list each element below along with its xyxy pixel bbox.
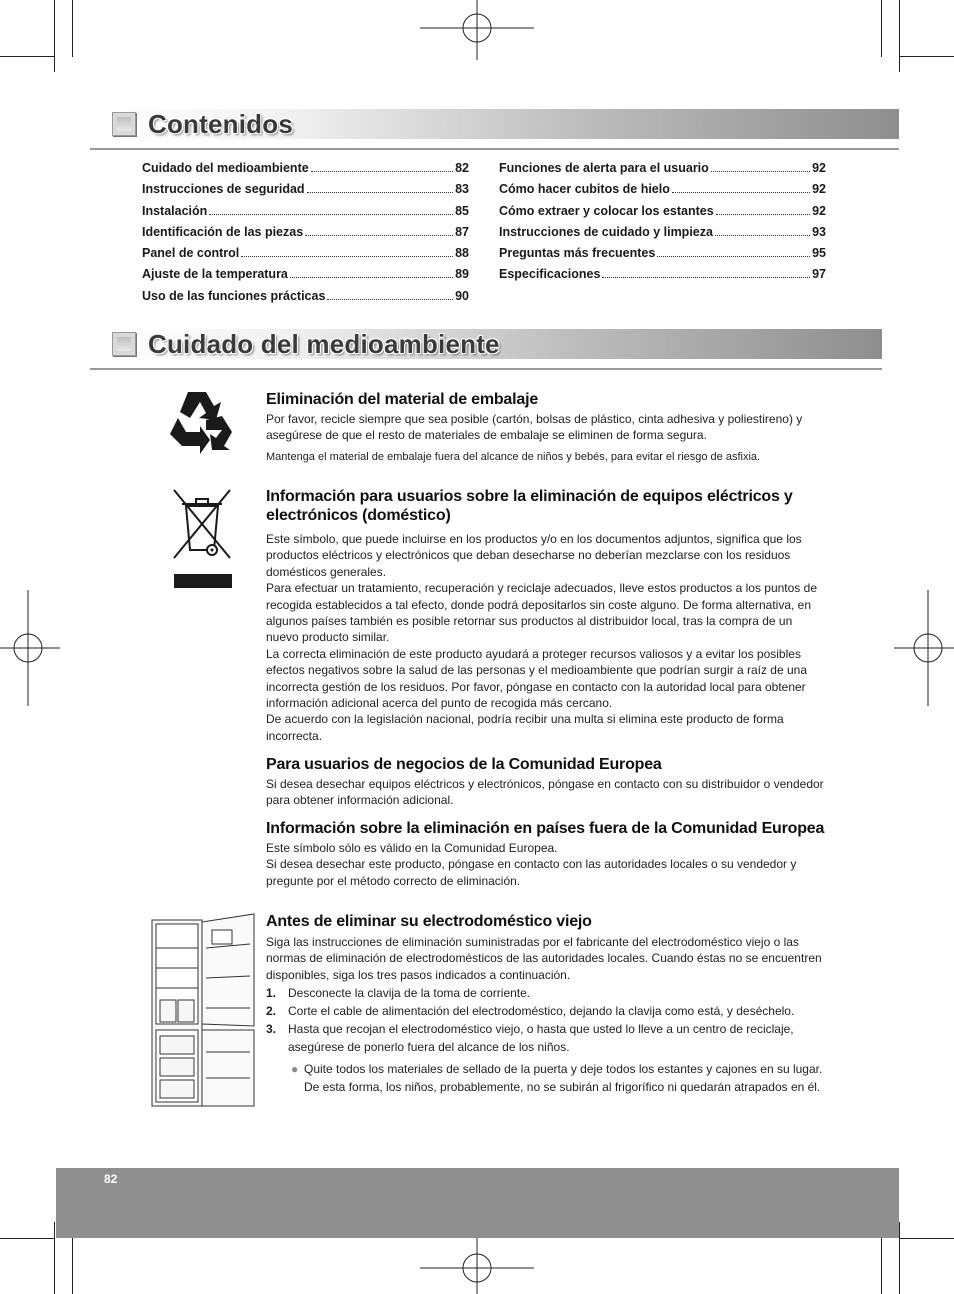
section-square-icon (112, 112, 136, 136)
step-number: 3. (266, 1022, 277, 1036)
toc-leader-dots (311, 171, 453, 172)
toc-entry-label: Identificación de las piezas (142, 224, 304, 239)
toc-entry-label: Preguntas más frecuentes (499, 246, 656, 261)
toc-entry-page: 82 (455, 161, 469, 175)
toc-entry-page: 89 (455, 267, 469, 282)
disposal-step (266, 1020, 826, 1056)
contents-title: Contenidos (148, 109, 293, 139)
registration-mark-top (420, 0, 534, 60)
packaging-note: Mantenga el material de embalaje fuera del alcance de niños y bebés, para evitar el riesgo de asfixia. (266, 451, 761, 463)
toc-entry[interactable] (142, 267, 469, 288)
toc-leader-dots (307, 192, 454, 193)
toc-entry-page: 97 (812, 267, 826, 282)
toc-entry-page: 92 (812, 161, 826, 175)
toc-leader-dots (209, 214, 453, 215)
toc-entry-label: Cómo hacer cubitos de hielo (499, 182, 670, 197)
toc-leader-dots (715, 235, 810, 236)
toc-entry[interactable] (499, 182, 826, 203)
toc-leader-dots (305, 235, 453, 236)
weee-paragraph-4: De acuerdo con la legislación nacional, podría recibir una multa si elimina este producto de forma incorrecta. (266, 712, 784, 743)
toc-entry-label: Cómo extraer y colocar los estantes (499, 203, 714, 218)
packaging-heading: Eliminación del material de embalaje (266, 391, 539, 408)
page-footer (56, 1168, 899, 1238)
toc-leader-dots (657, 256, 810, 257)
toc-entry[interactable] (499, 267, 826, 288)
toc-right-column (499, 161, 826, 289)
environment-title: Cuidado del medioambiente (148, 329, 500, 359)
weee-paragraph-2: Para efectuar un tratamiento, recuperación y reciclaje adecuados, lleve estos productos a los puntos de recogida establecidos a tal efecto, donde podrá depositarlos sin coste alguno. De forma alternativa, en algunos países también es posible retornar sus productos al distribuidor local, tras la compra de un nuevo producto similar. (266, 581, 817, 645)
weee-paragraph-3: La correcta eliminación de este producto ayudará a proteger recursos valiosos y a evitar los posibles efectos negativos sobre la salud de las personas y el medioambiente que podrían surgir a raíz de una incorrecta gestión de los residuos. Por favor, póngase en contacto con la autoridad local para obtener información adicional acerca del punto de recogida más cercano. (266, 646, 807, 711)
toc-entry-page: 95 (812, 246, 826, 261)
toc-entry-label: Panel de control (142, 246, 240, 261)
toc-entry-label: Especificaciones (499, 267, 601, 282)
outside-eu-heading: Información sobre la eliminación en países fuera de la Comunidad Europea (266, 820, 825, 837)
step-text: Hasta que recojan el electrodoméstico viejo, o hasta que usted lo lleve a un centro de reciclaje, asegúrese de ponerlo fuera del alcance de los niños. (288, 1022, 794, 1054)
toc-entry-label: Instrucciones de cuidado y limpieza (499, 224, 713, 239)
page-number: 82 (104, 1172, 118, 1186)
toc-entry-page: 87 (455, 224, 469, 239)
toc-entry-label: Instrucciones de seguridad (142, 182, 305, 197)
toc-entry[interactable] (499, 204, 826, 225)
open-refrigerator-illustration (148, 912, 260, 1110)
recycle-icon (166, 388, 238, 458)
toc-entry[interactable] (499, 161, 826, 182)
toc-entry-label: Funciones de alerta para el usuario (499, 161, 709, 175)
toc-entry[interactable] (142, 182, 469, 203)
weee-paragraph-1: Este símbolo, que puede incluirse en los productos y/o en los documentos adjuntos, significa que los productos eléctricos y electrónicos que deban desecharse no deberían mezclarse con los residuos domésticos generales. (266, 532, 802, 579)
toc-entry[interactable] (499, 225, 826, 246)
environment-title-bar (108, 329, 882, 359)
toc-entry-page: 93 (812, 224, 826, 239)
contents-title-bar (108, 109, 899, 139)
weee-heading: Información para usuarios sobre la eliminación de equipos eléctricos y electrónicos (doméstico) (266, 488, 793, 524)
toc-leader-dots (672, 192, 810, 193)
toc-entry[interactable] (142, 161, 469, 182)
outside-eu-body (266, 840, 826, 889)
toc-entry-label: Ajuste de la temperatura (142, 267, 288, 282)
toc-entry-page: 83 (455, 182, 469, 197)
toc-leader-dots (716, 214, 810, 215)
step-number: 1. (266, 986, 277, 1000)
environment-title-underline (90, 368, 882, 370)
toc-leader-dots (290, 277, 453, 278)
toc-leader-dots (327, 299, 453, 300)
registration-mark-right (894, 590, 954, 706)
outside-eu-paragraph-1: Este símbolo sólo es válido en la Comunidad Europea. (266, 841, 558, 855)
toc-entry[interactable] (142, 246, 469, 267)
crossed-out-wheelie-bin-icon (168, 488, 236, 590)
outside-eu-paragraph-2: Si desea desechar este producto, póngase en contacto con las autoridades locales o su vendedor y pregunte por el método correcto de eliminación. (266, 857, 797, 888)
registration-mark-bottom (420, 1238, 534, 1294)
step-number: 2. (266, 1004, 277, 1018)
toc-leader-dots (711, 171, 810, 172)
business-heading: Para usuarios de negocios de la Comunidad Europea (266, 756, 662, 773)
toc-leader-dots (241, 256, 453, 257)
weee-body (266, 531, 826, 744)
toc-entry-page: 88 (455, 246, 469, 261)
bullet-mark: ● (291, 1062, 299, 1076)
toc-entry-label: Uso de las funciones prácticas (142, 288, 326, 303)
contents-title-underline (90, 148, 899, 150)
toc-entry-label: Instalación (142, 203, 208, 218)
disposal-step (266, 1002, 826, 1020)
toc-leader-dots (602, 277, 810, 278)
toc-entry[interactable] (142, 204, 469, 225)
old-appliance-intro: Siga las instrucciones de eliminación suministradas por el fabricante del electrodoméstico viejo o las normas de eliminación de electrodomésticos de las autoridades locales. Cuando éstas no se encuentren disponibles, siga los tres pasos indicados a continuación. (266, 935, 822, 982)
business-text: Si desea desechar equipos eléctricos y electrónicos, póngase en contacto con su distribuidor o vendedor para obtener información adicional. (266, 777, 824, 808)
sealing-bullet (291, 1060, 826, 1096)
disposal-steps-list (266, 984, 826, 1056)
step-text: Desconecte la clavija de la toma de corriente. (288, 986, 531, 1000)
registration-mark-left (0, 590, 60, 706)
toc-entry-page: 90 (455, 288, 469, 303)
bullet-text: Quite todos los materiales de sellado de la puerta y deje todos los estantes y cajones en su lugar. (304, 1062, 823, 1076)
bullet-note: De esta forma, los niños, probablemente, no se subirán al frigorífico ni quedarán atrapados en él. (304, 1080, 821, 1094)
toc-entry[interactable] (142, 289, 469, 310)
old-appliance-heading: Antes de eliminar su electrodoméstico viejo (266, 913, 592, 930)
toc-entry-page: 85 (455, 203, 469, 218)
toc-entry-page: 92 (812, 203, 826, 218)
disposal-step (266, 984, 826, 1002)
toc-left-column (142, 161, 469, 310)
step-text: Corte el cable de alimentación del electrodoméstico, dejando la clavija como está, y deséchelo. (288, 1004, 795, 1018)
packaging-text: Por favor, recicle siempre que sea posible (cartón, bolsas de plástico, cinta adhesiva y poliestireno) y asegúrese de que el resto de materiales de embalaje se eliminen de forma segura. (266, 412, 803, 443)
section-square-icon (112, 332, 136, 356)
toc-entry[interactable] (142, 225, 469, 246)
toc-entry[interactable] (499, 246, 826, 267)
toc-entry-label: Cuidado del medioambiente (142, 161, 309, 175)
toc-entry-page: 92 (812, 182, 826, 197)
